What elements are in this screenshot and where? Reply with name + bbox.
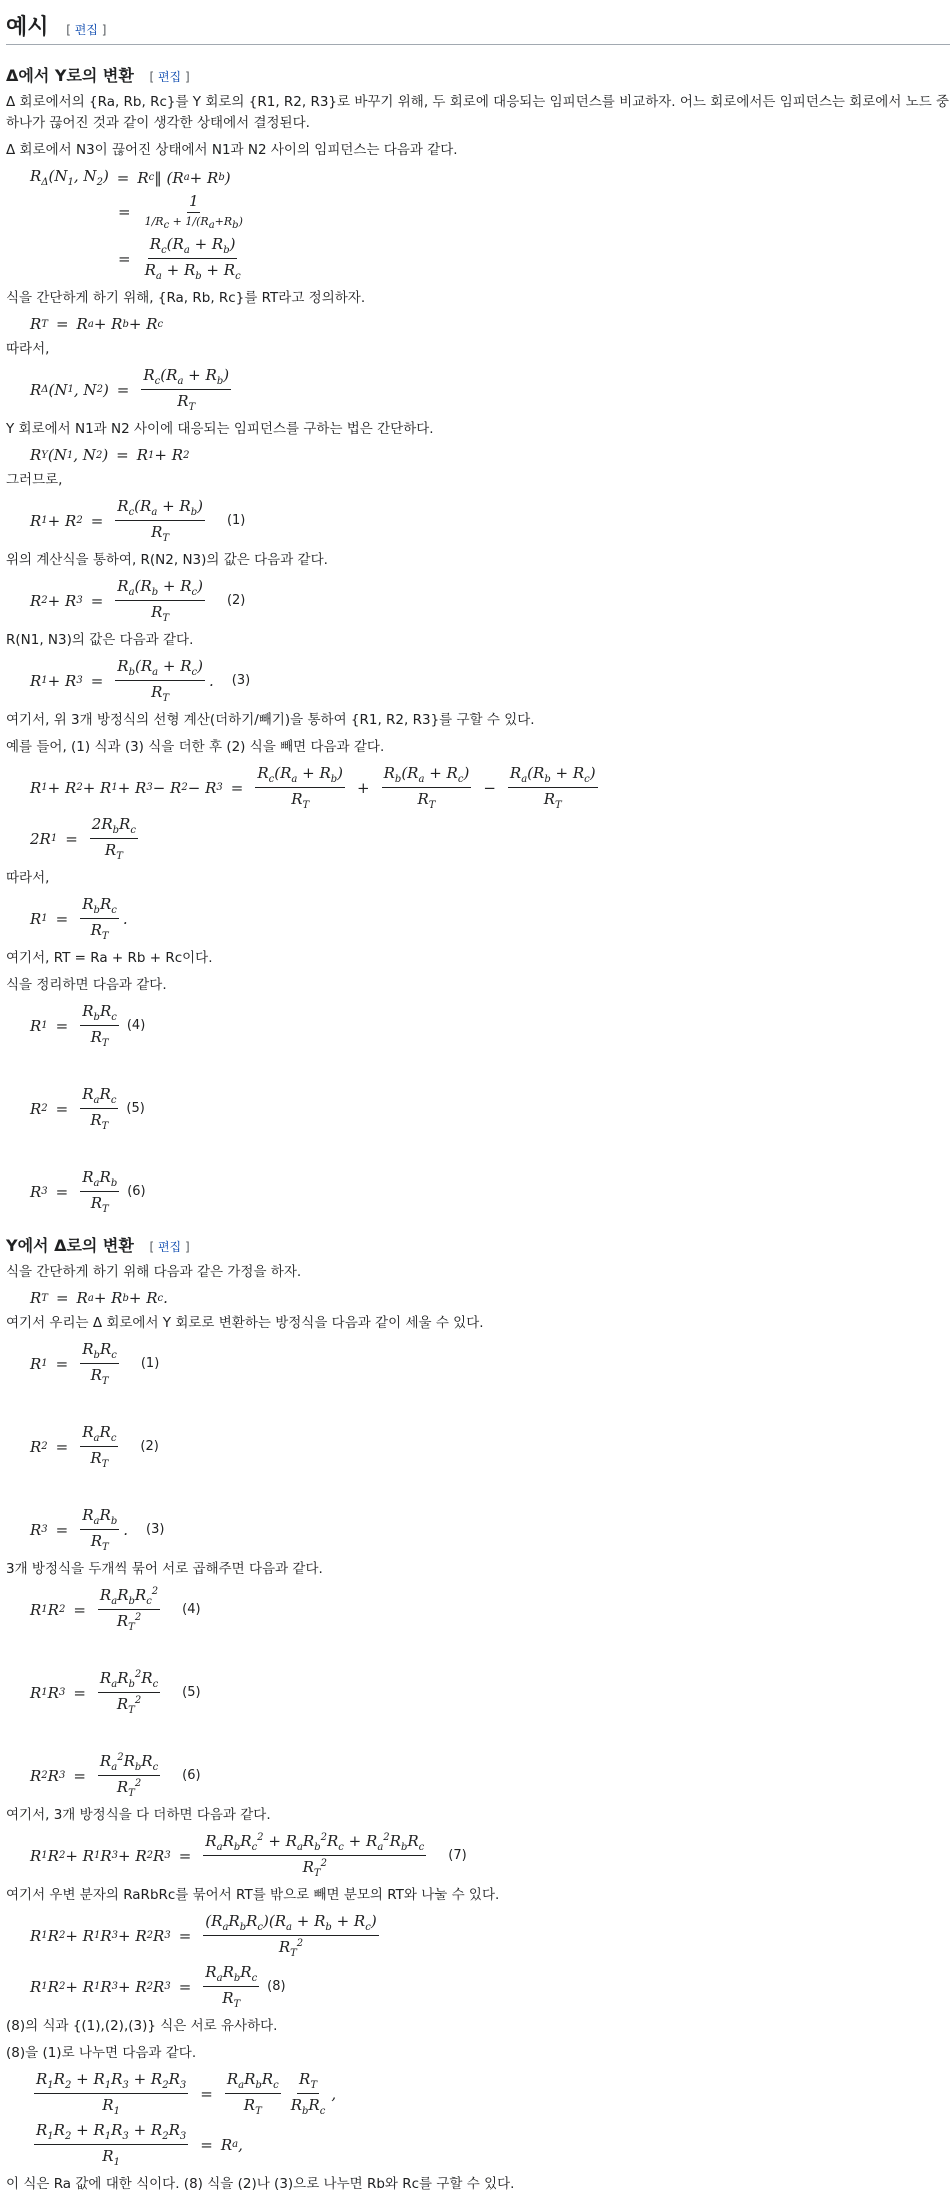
paragraph: 식을 정리하면 다음과 같다.: [6, 977, 167, 994]
equation-number: (3): [146, 1522, 165, 1538]
equation-number: (1): [140, 1356, 160, 1372]
paragraph: 여기서, 위 3개 방정식의 선형 계산(더하기/빼기)을 통하여 {R1, R2, R3}를 구할 수 있다.: [6, 712, 535, 729]
subsection-heading-delta-to-y: [6, 63, 950, 86]
equation: R 1 + R 2 = $\frac{R_c(R_a + R_b)}{R_T}$ (1): [30, 497, 246, 545]
equation: R 2 = $\frac{R_aR_c}{R_T}$ (2): [30, 1423, 159, 1471]
equation: R 1 R 2 + R 1 R 3 + R 2 R 3 = $\frac{R_aR_bR_c^2 + R_aR_b^2R_c + R_a^2R_bR_c}{R_T^2}$ (7): [30, 1832, 467, 1880]
equation: R 1 R 2 + R 1 R 3 + R 2 R 3 = $\frac{R_aR_bR_c}{R_T}$ (8): [30, 1963, 286, 2011]
subsection-heading-y-to-delta: [6, 1233, 950, 1256]
section-title: 예시: [6, 15, 49, 40]
subsection-title: Δ에서 Y로의 변환: [6, 66, 134, 85]
paragraph: 여기서 우변 분자의 RaRbRc를 묶어서 RT를 밖으로 빼면 분모의 RT와 나눌 수 있다.: [6, 1887, 500, 1904]
equation: $R_\Delta(N_1$, $N_2$) = R c ‖ (R a + R b ): [30, 167, 231, 188]
equation: R 1 = $\frac{R_bR_c}{R_T}$ .: [30, 895, 128, 943]
equation-number: (7): [448, 1848, 467, 1864]
paragraph: 여기서, RT = Ra + Rb + Rc이다.: [6, 950, 213, 967]
paragraph: 따라서,: [6, 870, 50, 887]
equation-number: (3): [231, 673, 251, 689]
equation-number: (6): [127, 1184, 146, 1200]
equation: R 2 + R 3 = $\frac{R_a(R_b + R_c)}{R_T}$ (2): [30, 577, 246, 625]
paragraph: 따라서,: [6, 341, 50, 358]
paragraph: 3개 방정식을 두개씩 묶어 서로 곱해주면 다음과 같다.: [6, 1561, 323, 1578]
edit-link[interactable]: 편집: [74, 23, 98, 37]
equation-number: (5): [182, 1685, 201, 1701]
subsection-title: Y에서 Δ로의 변환: [6, 1236, 134, 1256]
equation: R 1 R 2 = $\frac{R_aR_bR_c^2}{R_T^2}$ (4): [30, 1586, 201, 1634]
edit-link-wrapper: [ 편집 ]: [149, 1240, 190, 1255]
paragraph: Y 회로에서 N1과 N2 사이에 대응되는 임피던스를 구하는 법은 간단하다.: [6, 421, 434, 438]
equation: R 2 = $\frac{R_aR_c}{R_T}$ (5): [30, 1085, 145, 1133]
equation: R Y (N 1 , N 2 ) = R 1 + R 2: [30, 446, 190, 465]
paragraph: R(N1, N3)의 값은 다음과 같다.: [6, 632, 194, 649]
paragraph: 여기서, 3개 방정식을 다 더하면 다음과 같다.: [6, 1807, 271, 1824]
equation: R 3 = $\frac{R_aR_b}{R_T}$ (6): [30, 1168, 146, 1216]
equation: R Δ (N 1 , N 2 ) = $\frac{R_c(R_a + R_b)}{R_T}$: [30, 366, 230, 414]
paragraph: (8)을 (1)로 나누면 다음과 같다.: [6, 2045, 197, 2062]
equation: = $\frac{R_c(R_a + R_b)}{R_a + R_b + R_c}$: [118, 235, 241, 283]
equation: R T = R a + R b + R c: [30, 315, 164, 334]
equation: R 1 + R 3 = $\frac{R_b(R_a + R_c)}{R_T}$ . (3): [30, 657, 251, 705]
equation-number: (2): [140, 1439, 159, 1455]
paragraph: Δ 회로에서 N3이 끊어진 상태에서 N1과 N2 사이의 임피던스는 다음과 같다.: [6, 142, 458, 158]
paragraph: 이 식은 Ra 값에 대한 식이다. (8) 식을 (2)나 (3)으로 나누면 Rb와 Rc를 구할 수 있다.: [6, 2176, 515, 2193]
equation: R 2 R 3 = $\frac{R_a^2R_bR_c}{R_T^2}$ (6): [30, 1752, 201, 1800]
paragraph: (8)의 식과 {(1),(2),(3)} 식은 서로 유사하다.: [6, 2018, 278, 2035]
equation: $\frac{R_1R_2 + R_1R_3 + R_2R_3}{R_1}$ = $\frac{R_aR_bR_c}{R_T}$ $\frac{R_T}{R_bR_c}$ ,: [36, 2070, 337, 2118]
equation: R 1 R 2 + R 1 R 3 + R 2 R 3 = $\frac{(R_aR_bR_c)(R_a + R_b + R_c)}{R_T^2}$: [30, 1912, 377, 1960]
paragraph: 예를 들어, (1) 식과 (3) 식을 더한 후 (2) 식을 빼면 다음과 같다.: [6, 739, 385, 756]
equation: R T = R a + R b + R c .: [30, 1289, 168, 1308]
equation-number: (8): [267, 1979, 286, 1995]
equation-number: (5): [126, 1101, 145, 1117]
equation-number: (1): [226, 513, 246, 529]
equation: R 1 + R 2 + R 1 + R 3 − R 2 − R 3 = $\frac{R_c(R_a + R_b)}{R_T}$ + $\frac{R_b(R_a + R_c)}{R_T}$ − $\frac{R_a(R_b + R_c)}{R_T}$: [30, 764, 596, 812]
equation-number: (4): [126, 1018, 146, 1034]
equation: = $\frac{1}{1/R_c + 1/(R_a+R_b)}$: [118, 192, 243, 232]
equation-block: [6, 167, 950, 282]
equation: 2R 1 = $\frac{2R_bR_c}{R_T}$: [30, 815, 136, 863]
equation: R 1 = $\frac{R_bR_c}{R_T}$ (4): [30, 1002, 146, 1050]
edit-link[interactable]: 편집: [157, 1240, 182, 1255]
paragraph: 위의 계산식을 통하여, R(N2, N3)의 값은 다음과 같다.: [6, 552, 328, 569]
paragraph: 식을 간단하게 하기 위해, {Ra, Rb, Rc}를 RT라고 정의하자.: [6, 290, 366, 307]
section-heading-example: [6, 0, 950, 45]
edit-link-wrapper: [ 편집 ]: [149, 70, 190, 84]
equation-number: (4): [182, 1602, 201, 1618]
equation: R 3 = $\frac{R_aR_b}{R_T}$ . (3): [30, 1506, 165, 1554]
paragraph: 여기서 우리는 Δ 회로에서 Y 회로로 변환하는 방정식을 다음과 같이 세울 수 있다.: [6, 1315, 484, 1332]
paragraph: 그러므로,: [6, 472, 63, 489]
paragraph: 식을 간단하게 하기 위해 다음과 같은 가정을 하자.: [6, 1264, 302, 1281]
edit-link[interactable]: 편집: [157, 70, 182, 84]
equation-number: (2): [226, 593, 246, 609]
equation: $\frac{R_1R_2 + R_1R_3 + R_2R_3}{R_1}$ = R a ,: [36, 2121, 243, 2169]
equation: R 1 R 3 = $\frac{R_aR_b^2R_c}{R_T^2}$ (5): [30, 1669, 201, 1717]
edit-link-wrapper: [ 편집 ]: [66, 23, 107, 37]
equation: R 1 = $\frac{R_bR_c}{R_T}$ (1): [30, 1340, 160, 1388]
equation-number: (6): [182, 1768, 201, 1784]
paragraph: Δ 회로에서의 {Ra, Rb, Rc}를 Y 회로의 {R1, R2, R3}로 바꾸기 위해, 두 회로에 대응되는 임피던스를 비교하자. 어느 회로에서든 임피던스는 회로에서 노드 중 하나가 끊어진 것과 같이 생각한 상태에서 결정된다.: [6, 94, 950, 131]
